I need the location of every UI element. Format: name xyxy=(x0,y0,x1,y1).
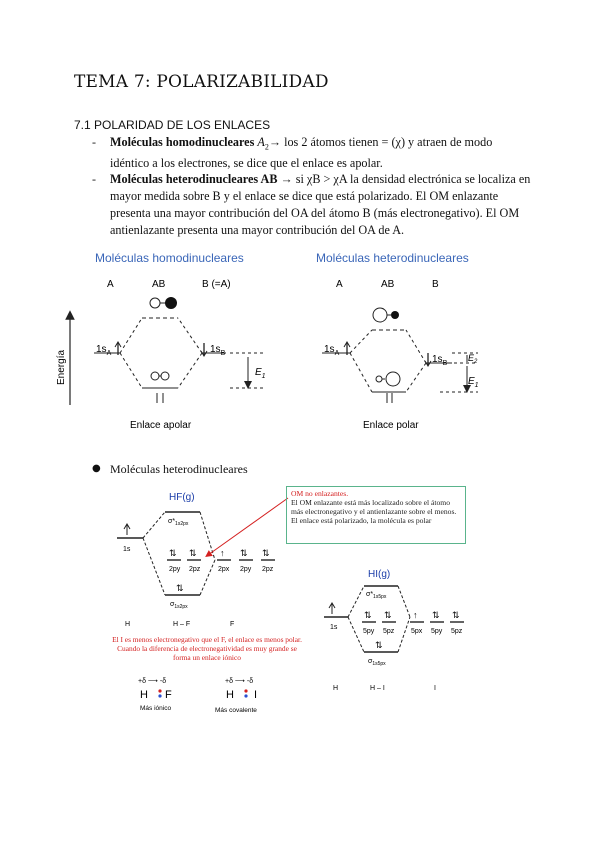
col-ab-right: AB xyxy=(381,279,395,290)
bonding-lobe xyxy=(376,376,382,382)
electron-dot xyxy=(244,689,247,692)
bottom-f: F xyxy=(230,621,235,628)
connector xyxy=(348,617,364,652)
bullet-heterodinuclear xyxy=(110,171,540,239)
antibonding-lobe-filled xyxy=(165,297,177,309)
bottom-hf: H – F xyxy=(173,621,191,628)
electron-pair: ⇅ xyxy=(189,548,197,558)
col-a-right: A xyxy=(336,279,343,290)
homo-text-1: → los 2 átomos tienen = (χ) y atraen de modo xyxy=(268,135,493,149)
b-orbital-label: $1s_B$ xyxy=(210,344,226,357)
hi-title: HI(g) xyxy=(368,569,391,580)
right-label: Más covalente xyxy=(215,707,257,714)
electron-pair: ⇅ xyxy=(169,548,177,558)
connector xyxy=(406,363,426,392)
right-charges: +δ ⟶ -δ xyxy=(225,678,254,685)
dash-bullet: - xyxy=(92,135,96,149)
hetero-diagram-title: Moléculas heterodinucleares xyxy=(316,251,469,265)
bottom-h: H xyxy=(333,685,339,692)
apolar-label: Enlace apolar xyxy=(130,420,192,431)
homo-text-2: idéntico a los electrones, se dice que el enlace es apolar. xyxy=(110,156,383,171)
a-orbital-label: $1s_A$ xyxy=(96,344,112,357)
sigma-star-label: $\sigma*_{1s5px}$ xyxy=(366,591,387,600)
orb-label: 5px xyxy=(411,628,423,635)
col-ab-left: AB xyxy=(152,279,166,290)
electron-dot xyxy=(158,689,161,692)
bottom-h: H xyxy=(125,621,131,628)
bonding-lobe xyxy=(161,372,169,380)
electron-pair: ⇅ xyxy=(375,640,383,650)
dash-bullet: - xyxy=(92,172,96,186)
energy-label: Energía xyxy=(56,349,67,385)
electron-up: ↑ xyxy=(413,610,418,620)
connector xyxy=(398,617,410,652)
electron-pair: ⇅ xyxy=(432,610,440,620)
electron-pair: ⇅ xyxy=(452,610,460,620)
electron-up: ↑ xyxy=(220,548,225,558)
left-charges: +δ ⟶ -δ xyxy=(138,678,167,685)
right-atom-h: H xyxy=(226,689,234,701)
section-heading: 7.1 POLARIDAD DE LOS ENLACES xyxy=(74,118,271,132)
e1-label: $E_1$ xyxy=(255,367,266,380)
connector xyxy=(120,353,142,388)
polar-label: Enlace polar xyxy=(363,420,419,431)
mo-diagram-homo-hetero xyxy=(56,245,480,440)
orb-label: 5py xyxy=(363,628,375,635)
e1-label-hetero: $E_1$ xyxy=(468,376,479,389)
connector xyxy=(348,586,364,617)
bullet-homodinuclear xyxy=(110,134,530,172)
homo-diagram-title: Moléculas homodinucleares xyxy=(95,251,244,265)
sigma-label: $\sigma_{1s5px}$ xyxy=(368,658,386,667)
red-pointer-line xyxy=(208,498,288,555)
connector xyxy=(200,560,215,595)
note-body: El OM enlazante está más localizado sobre el átomo más electronegativo y el antienlazante sobre el menos. El enlace está polarizado, la molécula es polar xyxy=(291,498,457,525)
e2-label: $E_2$ xyxy=(468,353,478,365)
orb-label: 5py xyxy=(431,628,443,635)
electron-pair: ⇅ xyxy=(240,548,248,558)
col-b-right: B xyxy=(432,279,439,290)
col-a-left: A xyxy=(107,279,114,290)
h-orbital-label: 1s xyxy=(123,546,131,553)
hetero-term: Moléculas heterodinucleares AB xyxy=(110,172,278,186)
connector xyxy=(350,330,372,353)
hf-title: HF(g) xyxy=(169,492,195,503)
electron-pair: ⇅ xyxy=(384,610,392,620)
left-atom-h: H xyxy=(140,689,148,701)
homo-formula: A xyxy=(257,135,265,149)
red-note: El I es menos electronegativo que el F, el enlace es menos polar. Cuando la diferencia de electronegatividad es muy grande se forma un enlace iónico xyxy=(112,635,302,662)
sigma-star-label: $\sigma*_{1s2px}$ xyxy=(168,518,189,527)
homo-sub: 2 xyxy=(264,142,269,152)
orb-label: 2px xyxy=(218,566,230,573)
note-box xyxy=(286,486,466,544)
connector xyxy=(143,512,165,538)
b-orbital-label: $1s_B$ xyxy=(432,354,448,367)
homo-term: Moléculas homodinucleares xyxy=(110,135,255,149)
connector xyxy=(406,330,426,363)
orb-label: 2pz xyxy=(189,566,201,573)
mo-diagram-hi xyxy=(318,562,478,697)
bonding-lobe xyxy=(386,372,400,386)
page-title: TEMA 7: POLARIZABILIDAD xyxy=(74,72,329,92)
electron-dot xyxy=(158,694,161,697)
bottom-hi: H – I xyxy=(370,685,385,692)
connector xyxy=(178,353,202,388)
antibonding-lobe xyxy=(373,308,387,322)
hetero-text-3: presenta una mayor contribución del OA del átomo B (más electronegativo). El OM xyxy=(110,206,520,220)
hetero-text-4: antienlazante presenta una mayor contribución del OA de A. xyxy=(110,223,405,237)
pointer-arrow xyxy=(200,495,300,565)
a-orbital-label: $1s_A$ xyxy=(324,344,340,357)
antibonding-lobe-filled xyxy=(391,311,399,319)
connector xyxy=(120,318,142,353)
bullet-dot: ● xyxy=(92,463,101,474)
note-title: OM no enlazantes. xyxy=(291,489,349,498)
electron-pair: ⇅ xyxy=(364,610,372,620)
electron-dot xyxy=(244,694,247,697)
orb-label: 2pz xyxy=(262,566,274,573)
orb-label: 5pz xyxy=(451,628,463,635)
orb-label: 5pz xyxy=(383,628,395,635)
bonding-lobe xyxy=(151,372,159,380)
electron-up xyxy=(329,603,335,614)
orb-label: 2py xyxy=(240,566,252,573)
connector xyxy=(398,586,410,617)
connector xyxy=(350,353,372,392)
polarity-examples xyxy=(130,674,300,714)
bullet-heterodinuclear-2: Moléculas heterodinucleares xyxy=(110,462,248,476)
sigma-label: $\sigma_{1s2px}$ xyxy=(170,601,188,610)
antibonding-lobe xyxy=(150,298,160,308)
electron-up xyxy=(124,524,130,535)
connector xyxy=(178,318,202,353)
left-atom-f: F xyxy=(165,689,172,701)
h-orbital-label: 1s xyxy=(330,624,338,631)
orb-label: 2py xyxy=(169,566,181,573)
connector xyxy=(143,538,165,595)
electron-pair: ⇅ xyxy=(262,548,270,558)
left-label: Más iónico xyxy=(140,705,172,712)
right-atom-i: I xyxy=(254,689,258,701)
bottom-i: I xyxy=(434,685,436,692)
col-b-left: B (=A) xyxy=(202,279,231,290)
hetero-text-1: → si χB > χA la densidad electrónica se localiza en xyxy=(277,172,531,186)
electron-pair: ⇅ xyxy=(176,583,184,593)
hetero-text-2: mayor medida sobre B y el enlace se dice que está polarizado. El OM enlazante xyxy=(110,189,499,203)
